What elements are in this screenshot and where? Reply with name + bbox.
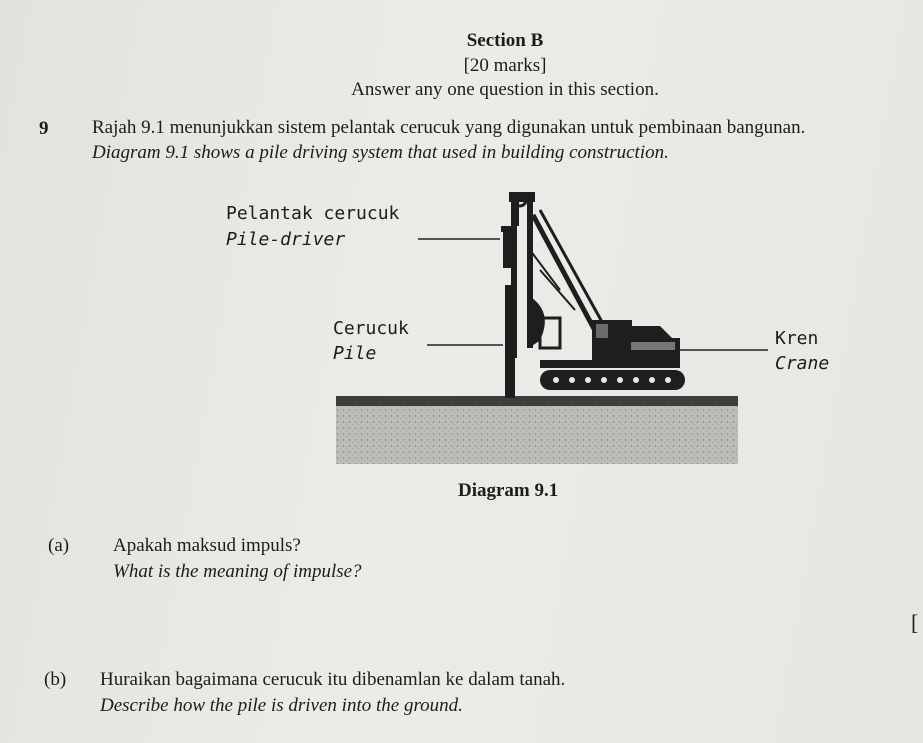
pile-driver-label-english: Pile-driver bbox=[226, 229, 346, 250]
part-a-text-english: What is the meaning of impulse? bbox=[113, 561, 362, 582]
part-a-text-malay: Apakah maksud impuls? bbox=[113, 535, 301, 556]
section-title: Section B bbox=[466, 30, 544, 51]
pile-driver-label-malay: Pelantak cerucuk bbox=[226, 203, 400, 224]
section-instruction: Answer any one question in this section. bbox=[351, 79, 659, 100]
part-b-text-malay: Huraikan bagaimana cerucuk itu dibenamlan ke dalam tanah. bbox=[100, 669, 566, 690]
pile-label-malay: Cerucuk bbox=[333, 318, 409, 339]
part-b-text-english: Describe how the pile is driven into the ground. bbox=[100, 695, 463, 716]
ground bbox=[336, 396, 738, 464]
crane-label-english: Crane bbox=[775, 353, 830, 374]
diagram-caption: Diagram 9.1 bbox=[458, 480, 559, 501]
section-marks: [20 marks] bbox=[463, 55, 547, 76]
crane-label-malay: Kren bbox=[775, 328, 819, 349]
pile-label-english: Pile bbox=[333, 343, 377, 364]
crane bbox=[509, 192, 685, 390]
question-number: 9 bbox=[39, 118, 49, 139]
part-b-label: (b) bbox=[44, 669, 67, 690]
part-a-mark-bracket: [ bbox=[911, 610, 919, 635]
question-text-english: Diagram 9.1 shows a pile driving system that used in building construction. bbox=[92, 142, 669, 163]
part-a-label: (a) bbox=[48, 535, 70, 556]
question-text-malay: Rajah 9.1 menunjukkan sistem pelantak cerucuk yang digunakan untuk pembinaan bangunan. bbox=[92, 117, 806, 138]
